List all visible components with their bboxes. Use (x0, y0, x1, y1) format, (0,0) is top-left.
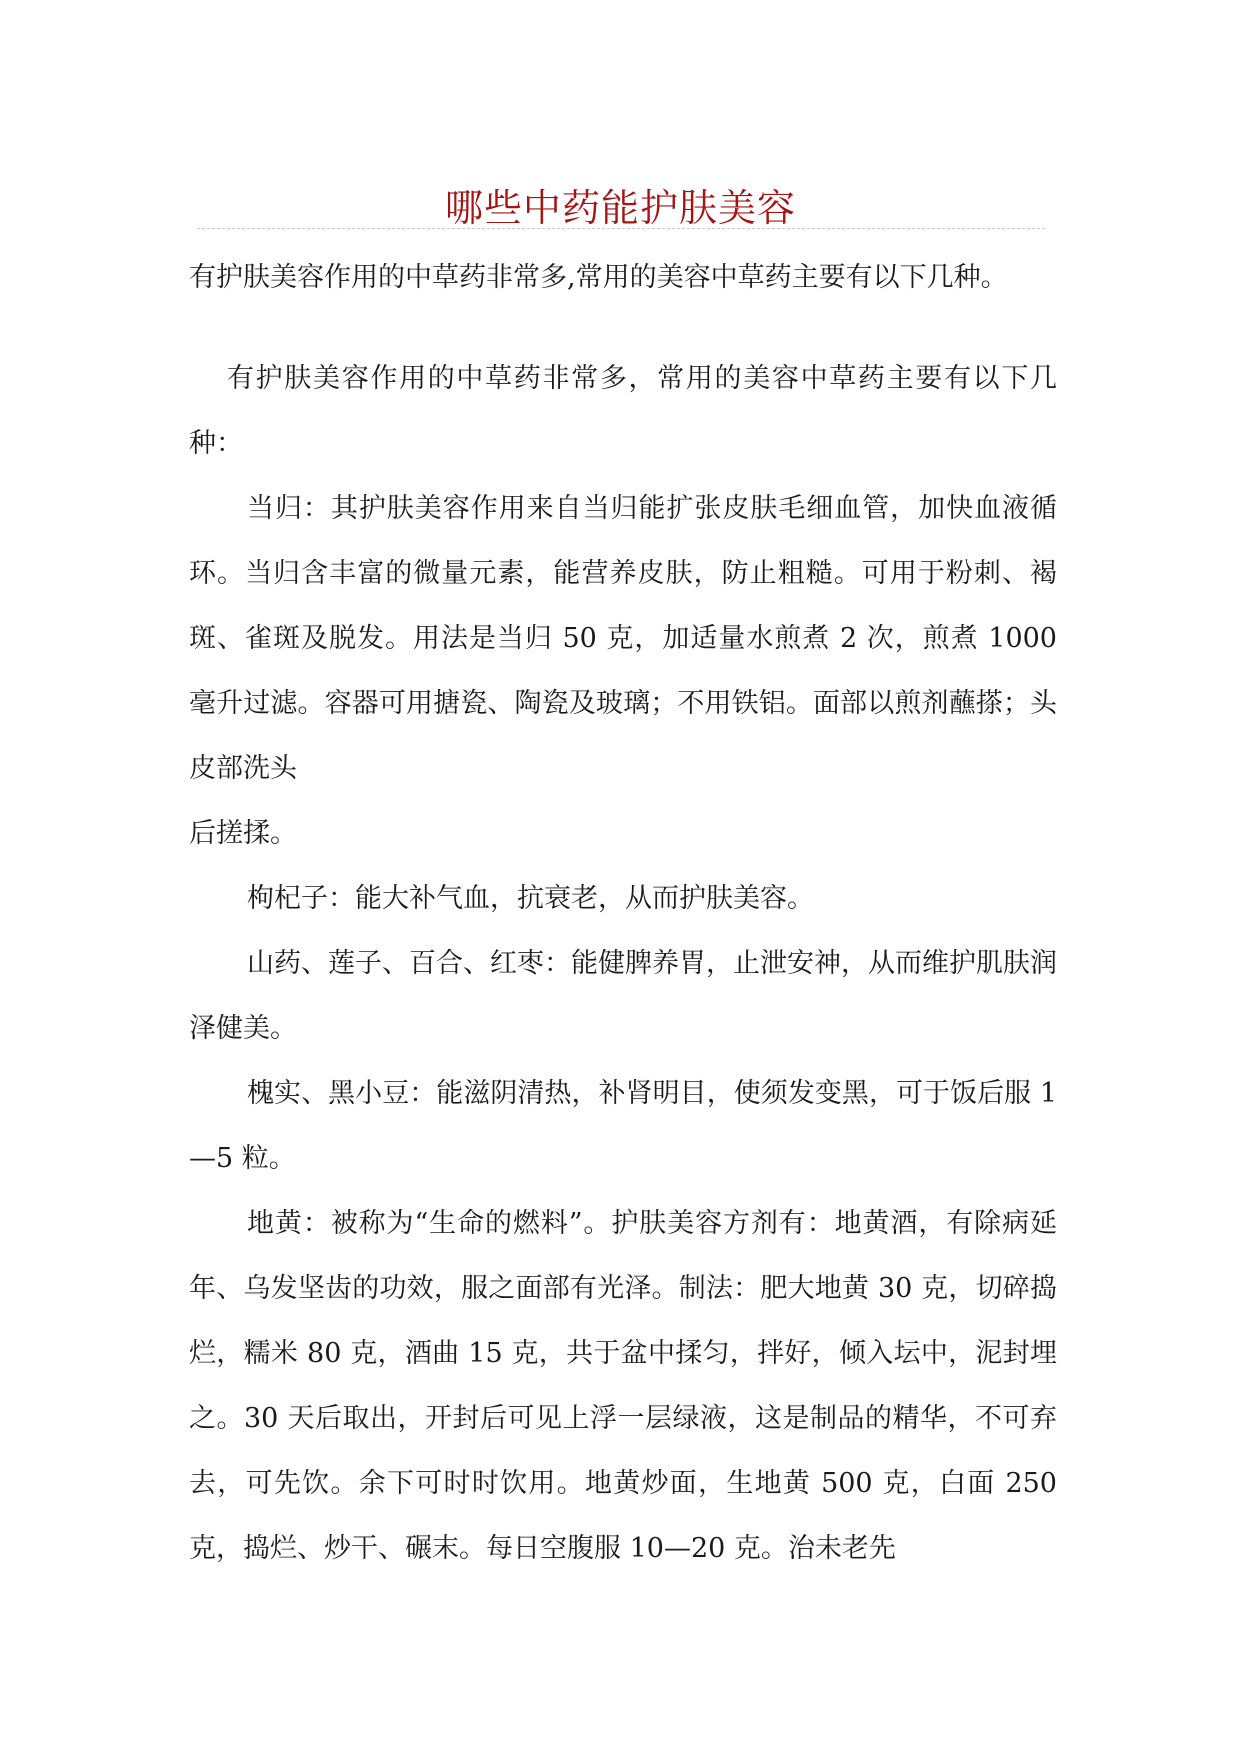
paragraph-danggui-continued: 后搓揉。 (189, 818, 297, 849)
paragraph-shanyao: 山药、莲子、百合、红枣：能健脾养胃，止泄安神，从而维护肌肤润泽健美。 (189, 948, 1057, 1044)
document-title: 哪些中药能护肤美容 (444, 186, 796, 231)
paragraph-huaishi: 槐实、黑小豆：能滋阴清热，补肾明目，使须发变黑，可于饭后服 1—5 粒。 (189, 1078, 1057, 1174)
paragraph-danggui: 当归：其护肤美容作用来自当归能扩张皮肤毛细血管，加快血液循环。当归含丰富的微量元素，能营养皮肤，防止粗糙。可用于粉刺、褐斑、雀斑及脱发。用法是当归 50 克，加适量水煎煮 2 次，煎煮 1000 毫升过滤。容器可用搪瓷、陶瓷及玻璃；不用铁铝。面部以煎剂蘸搽；头皮部洗头 (189, 493, 1057, 784)
title-divider (197, 228, 1045, 229)
paragraph-dihuang: 地黄：被称为“生命的燃料”。护肤美容方剂有：地黄酒，有除病延年、乌发坚齿的功效，服之面部有光泽。制法：肥大地黄 30 克，切碎捣烂，糯米 80 克，酒曲 15 克，共于盆中揉匀，拌好，倾入坛中，泥封埋之。30 天后取出，开封后可见上浮一层绿液，这是制品的精华，不可弃去，可先饮。余下可时时饮用。地黄炒面，生地黄 500 克，白面 250 克，捣烂、炒干、碾末。每日空腹服 10—20 克。治未老先 (189, 1208, 1057, 1564)
document-body (189, 346, 1057, 1581)
document-summary: 有护肤美容作用的中草药非常多,常用的美容中草药主要有以下几种。 (189, 262, 1008, 293)
paragraph-intro: 有护肤美容作用的中草药非常多，常用的美容中草药主要有以下几种： (189, 363, 1057, 459)
paragraph-gouqizi: 枸杞子：能大补气血，抗衰老，从而护肤美容。 (247, 883, 814, 914)
